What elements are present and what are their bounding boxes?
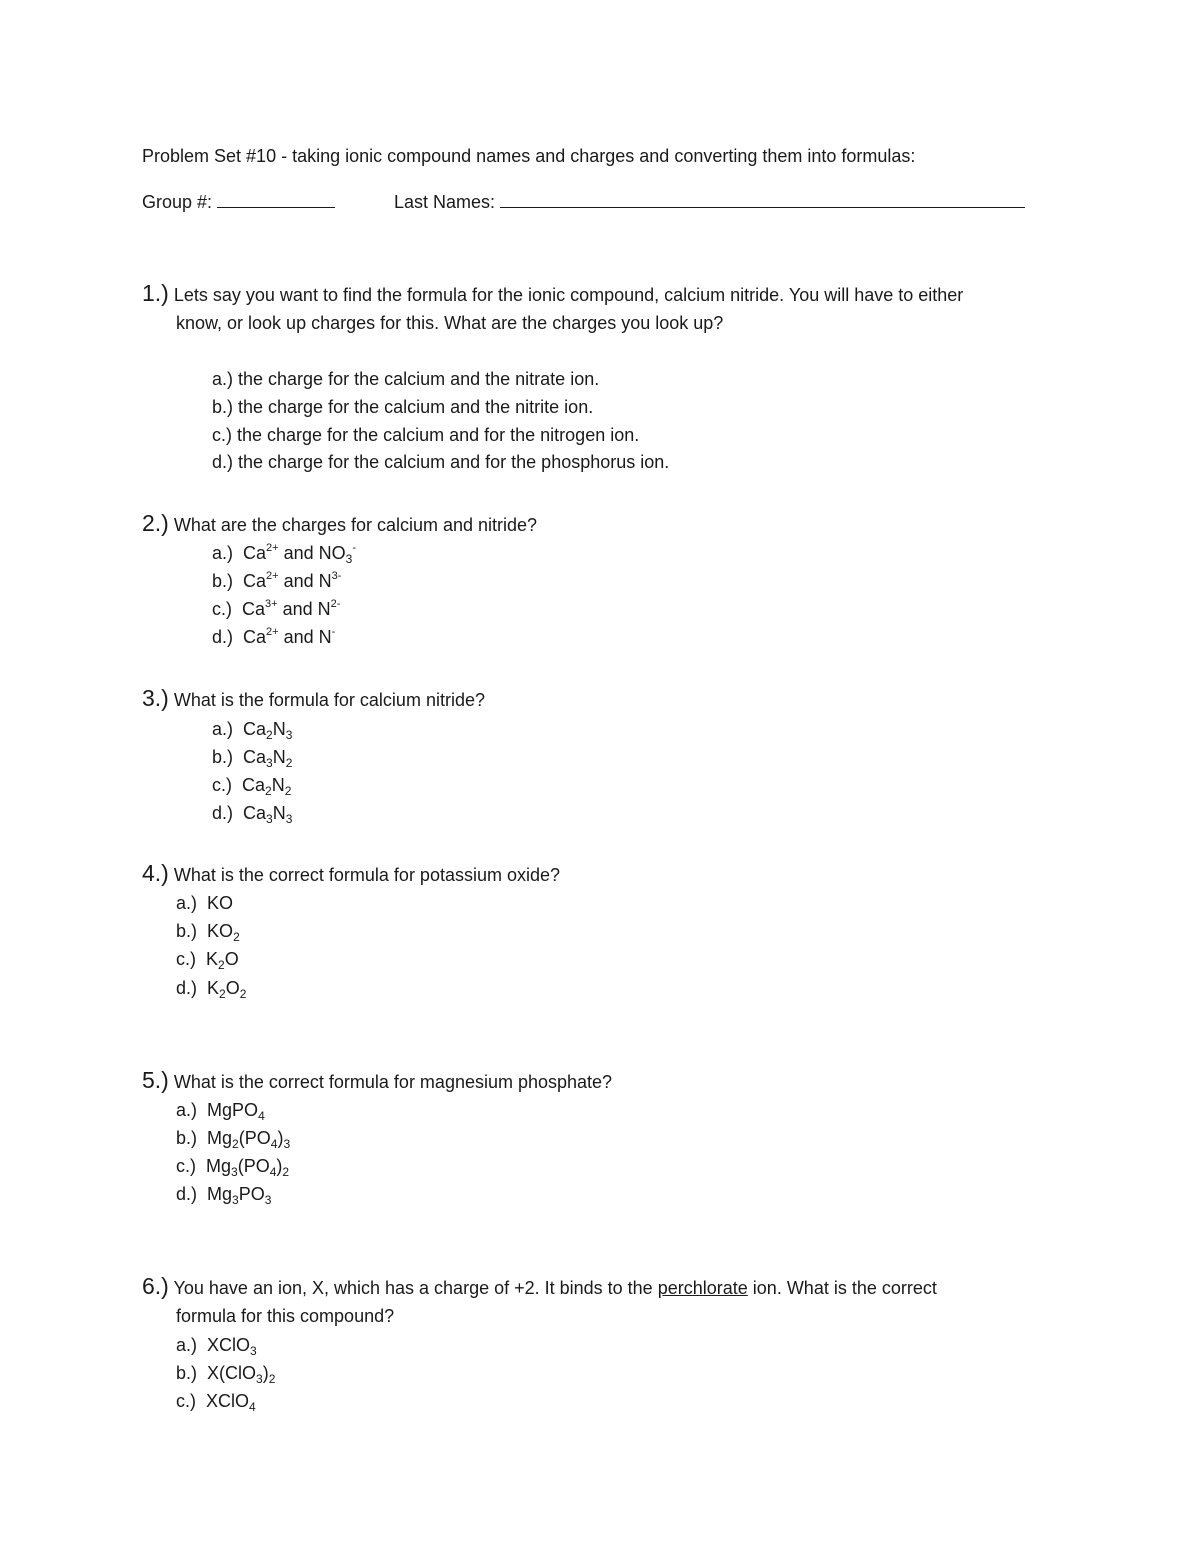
option-letter: c.) xyxy=(176,949,196,969)
option-letter: d.) xyxy=(212,627,234,647)
page-title: Problem Set #10 - taking ionic compound names and charges and converting them into formulas: xyxy=(142,146,916,166)
question-1 xyxy=(142,281,963,307)
question-text-continued: formula for this compound? xyxy=(176,1306,395,1326)
question-6 xyxy=(142,1274,937,1300)
question-text: What is the formula for calcium nitride? xyxy=(173,690,485,710)
option-letter: d.) xyxy=(176,1184,198,1204)
answer-option[interactable]: a.) XClO$_3$ xyxy=(176,1335,257,1358)
option-letter: c.) xyxy=(212,599,232,619)
last-names-label: Last Names: xyxy=(394,192,496,212)
answer-option[interactable]: a.) the charge for the calcium and the nitrate ion. xyxy=(212,369,600,389)
group-number-blank[interactable] xyxy=(217,189,335,208)
group-number-field[interactable] xyxy=(142,189,335,214)
last-names-blank[interactable] xyxy=(500,189,1025,208)
answer-option[interactable]: d.) $Ca^{2+}$ and N- xyxy=(212,626,336,647)
answer-option[interactable]: b.) $Ca_3N_2$ xyxy=(212,747,293,770)
answer-option[interactable]: c.) $Ca_2N_2$ xyxy=(212,775,292,798)
option-letter: b.) xyxy=(176,921,198,941)
question-number: 2.) xyxy=(142,510,169,536)
question-4 xyxy=(142,861,560,887)
answer-option[interactable]: a.) $Ca^{2+}$ and $NO_3^-$ xyxy=(212,542,357,566)
question-number: 5.) xyxy=(142,1067,169,1093)
answer-option[interactable]: c.) $K_2O$ xyxy=(176,949,239,972)
answer-option[interactable]: b.) $Mg_2(PO_4)_3$ xyxy=(176,1128,291,1151)
question-2 xyxy=(142,511,537,537)
answer-option[interactable]: b.) $X(ClO_3)_2$ xyxy=(176,1363,276,1386)
question-text: Lets say you want to find the formula for the ionic compound, calcium nitride. You will have to either xyxy=(173,285,964,305)
question-5 xyxy=(142,1068,612,1094)
question-text: What is the correct formula for magnesium phosphate? xyxy=(173,1072,613,1092)
option-letter: a.) xyxy=(176,1100,198,1120)
option-letter: a.) xyxy=(176,1335,198,1355)
perchlorate-underlined: perchlorate xyxy=(657,1278,748,1298)
option-letter: c.) xyxy=(176,1156,196,1176)
answer-option[interactable]: c.) $Ca^{3+}$ and $N^{2-}$ xyxy=(212,598,341,619)
option-letter: b.) xyxy=(212,571,234,591)
answer-option[interactable]: b.) $KO_2$ xyxy=(176,921,240,944)
question-text: What are the charges for calcium and nitride? xyxy=(173,515,538,535)
answer-option[interactable]: a.) KO xyxy=(176,893,234,913)
question-text: You have an ion, X, which has a charge of +2. It binds to the xyxy=(173,1278,653,1298)
option-letter: c.) xyxy=(176,1391,196,1411)
group-number-label: Group #: xyxy=(142,192,213,212)
answer-option[interactable]: d.) $K_2O_2$ xyxy=(176,978,247,1001)
answer-option[interactable]: a.) MgPO$_4$ xyxy=(176,1100,265,1123)
question-text-continued: know, or look up charges for this. What are the charges you look up? xyxy=(176,313,724,333)
last-names-field[interactable] xyxy=(394,189,1025,214)
option-letter: b.) xyxy=(176,1363,198,1383)
question-number: 1.) xyxy=(142,280,169,306)
question-number: 4.) xyxy=(142,860,169,886)
question-text: What is the correct formula for potassium oxide? xyxy=(173,865,561,885)
option-letter: a.) xyxy=(176,893,198,913)
option-letter: d.) xyxy=(176,978,198,998)
answer-option[interactable]: d.) $Mg_3PO_3$ xyxy=(176,1184,272,1207)
answer-option[interactable]: c.) $Mg_3(PO_4)_2$ xyxy=(176,1156,290,1179)
answer-option[interactable]: b.) the charge for the calcium and the nitrite ion. xyxy=(212,397,594,417)
answer-option[interactable]: d.) the charge for the calcium and for the phosphorus ion. xyxy=(212,452,670,472)
question-number: 6.) xyxy=(142,1273,169,1299)
answer-option[interactable]: d.) $Ca_3N_3$ xyxy=(212,803,293,826)
option-letter: d.) xyxy=(212,803,234,823)
option-letter: a.) xyxy=(212,719,234,739)
answer-option[interactable]: c.) XClO$_4$ xyxy=(176,1391,256,1414)
option-letter: c.) xyxy=(212,775,232,795)
option-letter: b.) xyxy=(212,747,234,767)
answer-option[interactable]: b.) $Ca^{2+}$ and $N^{3-}$ xyxy=(212,570,342,591)
answer-option[interactable]: a.) $Ca_2N_3$ xyxy=(212,719,293,742)
option-letter: b.) xyxy=(176,1128,198,1148)
question-3 xyxy=(142,686,485,712)
question-text-end: ion. What is the correct xyxy=(752,1278,937,1298)
option-letter: a.) xyxy=(212,543,234,563)
question-number: 3.) xyxy=(142,685,169,711)
answer-option[interactable]: c.) the charge for the calcium and for the nitrogen ion. xyxy=(212,425,640,445)
